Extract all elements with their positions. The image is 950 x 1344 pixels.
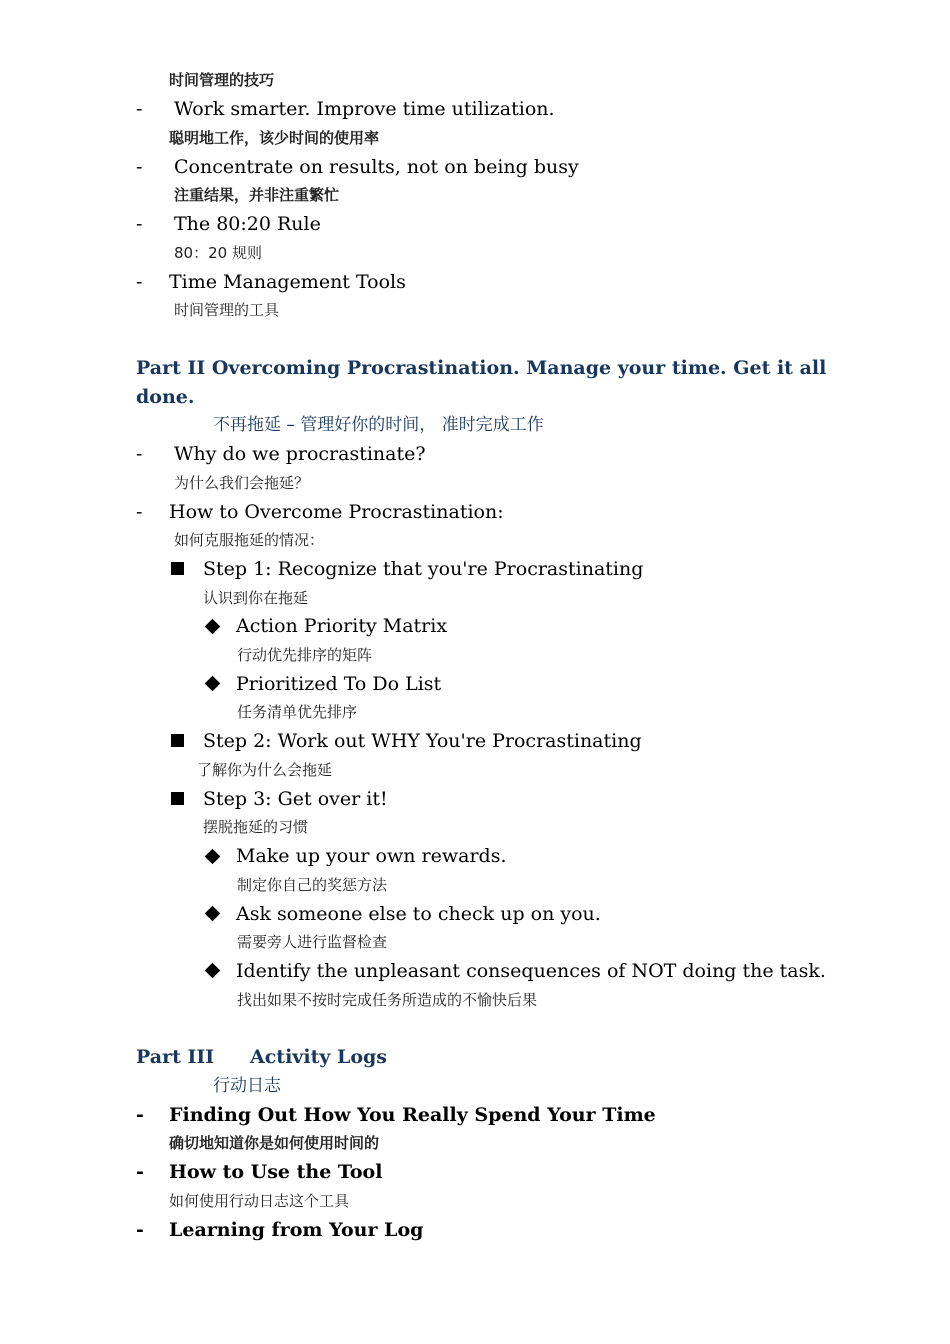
list-item-en: How to Overcome Procrastination: bbox=[169, 501, 504, 523]
step-item-en: Step 3: Get over it! bbox=[203, 788, 388, 810]
list-item-en: Concentrate on results, not on being busy bbox=[174, 156, 579, 178]
list-dash: - bbox=[136, 1161, 144, 1183]
list-item-en: Work smarter. Improve time utilization. bbox=[174, 98, 555, 120]
step-item-en: Step 2: Work out WHY You're Procrastinating bbox=[203, 730, 642, 752]
list-item-cn: 确切地知道你是如何使用时间的 bbox=[169, 1134, 380, 1152]
diamond-bullet-icon bbox=[205, 676, 221, 692]
step-item-cn: 了解你为什么会拖延 bbox=[197, 761, 333, 779]
part2-title-line1: Part II Overcoming Procrastination. Manage your time. Get it all bbox=[136, 357, 827, 379]
part3-title-label: Part III bbox=[136, 1046, 215, 1068]
list-item-cn: 聪明地工作，该少时间的使用率 bbox=[169, 129, 380, 147]
step-item-en: Step 1: Recognize that you're Procrastinating bbox=[203, 558, 644, 580]
list-item-en: Finding Out How You Really Spend Your Time bbox=[169, 1104, 656, 1126]
list-item-en: Time Management Tools bbox=[169, 271, 406, 293]
sub-item-cn: 制定你自己的奖惩方法 bbox=[237, 876, 388, 894]
sub-item-en: Prioritized To Do List bbox=[236, 673, 442, 695]
sub-item-en: Action Priority Matrix bbox=[236, 615, 448, 637]
square-bullet-icon bbox=[171, 734, 184, 747]
list-item-cn: 为什么我们会拖延？ bbox=[174, 474, 310, 492]
list-dash: - bbox=[136, 98, 143, 120]
sub-item-cn: 需要旁人进行监督检查 bbox=[237, 933, 388, 951]
step-item-cn: 认识到你在拖延 bbox=[203, 589, 309, 607]
diamond-bullet-icon bbox=[205, 849, 221, 865]
part1-heading-cn: 时间管理的技巧 bbox=[169, 71, 275, 89]
sub-item-en: Identify the unpleasant consequences of NOT doing the task. bbox=[236, 960, 826, 982]
diamond-bullet-icon bbox=[205, 619, 221, 635]
list-dash: - bbox=[136, 271, 143, 293]
part3-subtitle-cn: 行动日志 bbox=[213, 1076, 281, 1096]
list-item-en: Why do we procrastinate? bbox=[174, 443, 426, 465]
list-item-en: How to Use the Tool bbox=[169, 1161, 383, 1183]
list-item-en: Learning from Your Log bbox=[169, 1219, 424, 1241]
sub-item-en: Make up your own rewards. bbox=[236, 845, 507, 867]
part3-title-text: Activity Logs bbox=[250, 1046, 388, 1068]
diamond-bullet-icon bbox=[205, 963, 221, 979]
diamond-bullet-icon bbox=[205, 906, 221, 922]
list-item-cn: 80：20 规则 bbox=[174, 244, 262, 262]
list-item-cn: 时间管理的工具 bbox=[174, 301, 280, 319]
sub-item-cn: 任务清单优先排序 bbox=[237, 703, 358, 721]
list-dash: - bbox=[136, 501, 143, 523]
square-bullet-icon bbox=[171, 562, 184, 575]
sub-item-cn: 找出如果不按时完成任务所造成的不愉快后果 bbox=[237, 991, 538, 1009]
step-item-cn: 摆脱拖延的习惯 bbox=[203, 818, 309, 836]
list-dash: - bbox=[136, 1219, 144, 1241]
list-item-en: The 80:20 Rule bbox=[174, 213, 321, 235]
list-dash: - bbox=[136, 1104, 144, 1126]
list-item-cn: 如何使用行动日志这个工具 bbox=[169, 1192, 350, 1210]
part2-subtitle-cn: 不再拖延 – 管理好你的时间， 准时完成工作 bbox=[213, 415, 544, 435]
list-dash: - bbox=[136, 156, 143, 178]
list-item-cn: 如何克服拖延的情况： bbox=[174, 531, 325, 549]
sub-item-cn: 行动优先排序的矩阵 bbox=[237, 646, 373, 664]
part2-title-line2: done. bbox=[136, 386, 195, 408]
square-bullet-icon bbox=[171, 792, 184, 805]
list-item-cn: 注重结果，并非注重繁忙 bbox=[174, 186, 340, 204]
list-dash: - bbox=[136, 213, 143, 235]
sub-item-en: Ask someone else to check up on you. bbox=[236, 903, 601, 925]
list-dash: - bbox=[136, 443, 143, 465]
